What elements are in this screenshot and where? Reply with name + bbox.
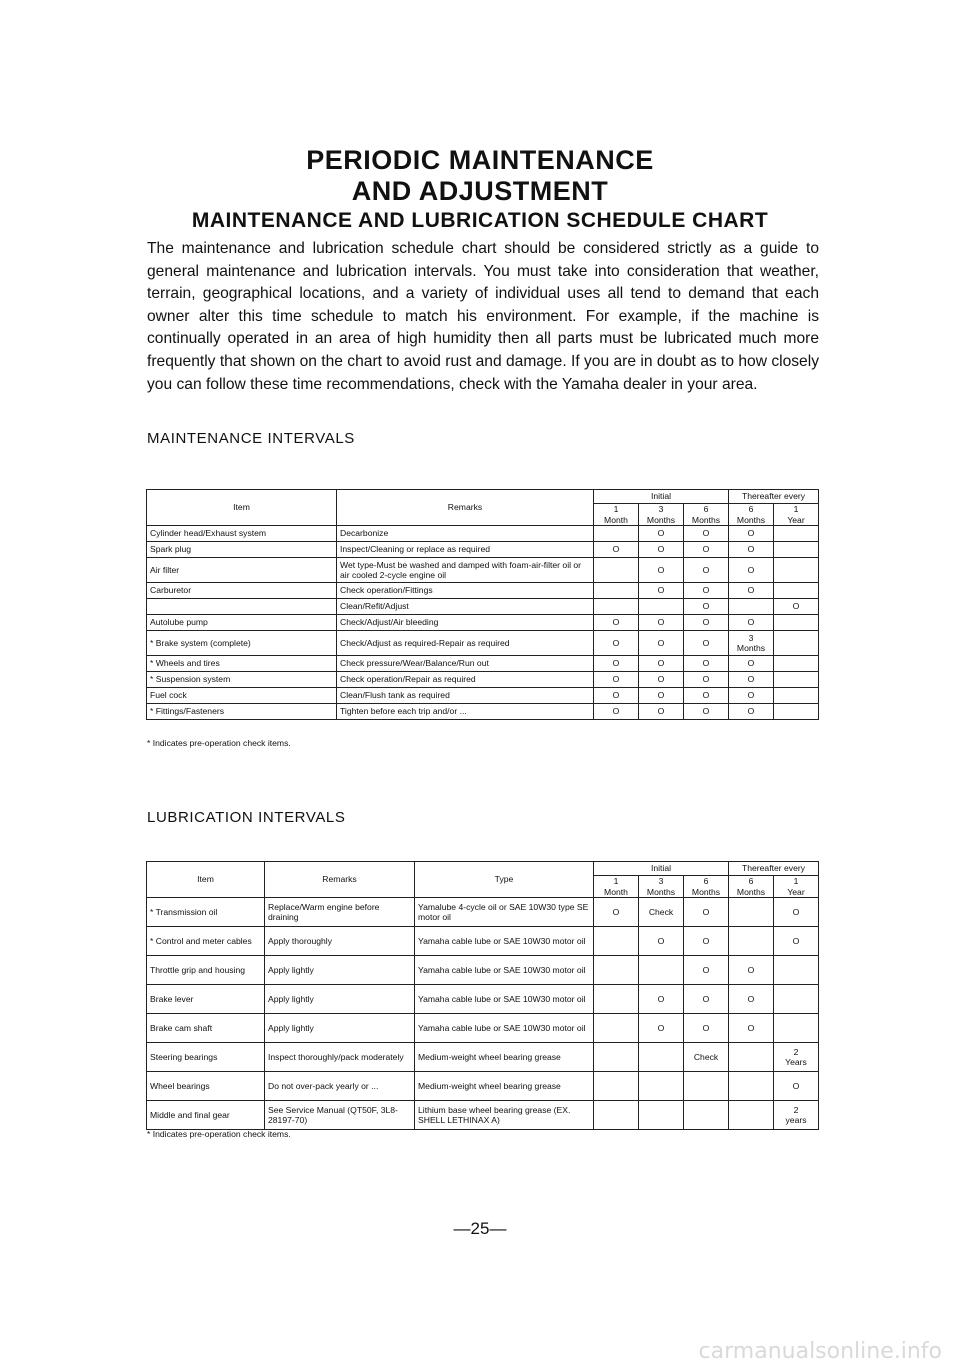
header-item: Item <box>147 490 337 526</box>
interval-cell: O <box>684 1014 729 1043</box>
lubrication-heading: LUBRICATION INTERVALS <box>147 809 346 826</box>
row-item: Brake cam shaft <box>147 1014 265 1043</box>
interval-cell <box>594 1101 639 1130</box>
interval-cell: O <box>729 526 774 542</box>
header-type: Type <box>415 862 594 898</box>
header-remarks: Remarks <box>337 490 594 526</box>
interval-cell <box>774 956 819 985</box>
intro-paragraph: The maintenance and lubrication schedule chart should be considered strictly as a guide to general maintenance and lubrication intervals. You must take into consideration that weather, terrain, geographical locations, and a variety of individual uses all tend to demand that each owner alter this time schedule to match his environment. For example, if the machine is continually operated in an area of high humidity then all parts must be lubricated much more frequently that shown on the chart to avoid rust and damage. If you are in doubt as to how closely you can follow these time recommendations, check with the Yamaha dealer in your area. <box>147 240 819 393</box>
interval-cell <box>774 615 819 631</box>
interval-cell: O <box>729 656 774 672</box>
row-remarks: Apply lightly <box>265 956 415 985</box>
table-row <box>147 558 819 583</box>
header-initial: Initial <box>594 490 729 504</box>
row-item: Fuel cock <box>147 688 337 704</box>
interval-cell <box>774 704 819 720</box>
interval-cell <box>594 1014 639 1043</box>
maintenance-note: * Indicates pre-operation check items. <box>147 738 291 748</box>
interval-cell <box>774 526 819 542</box>
row-remarks: Apply thoroughly <box>265 927 415 956</box>
interval-cell: O <box>684 927 729 956</box>
table-row <box>147 542 819 558</box>
interval-cell <box>774 542 819 558</box>
row-item: * Fittings/Fasteners <box>147 704 337 720</box>
interval-cell <box>594 985 639 1014</box>
interval-cell: O <box>729 672 774 688</box>
page-title-line1: PERIODIC MAINTENANCE <box>306 145 654 175</box>
header-interval: 1 Month <box>594 504 639 526</box>
interval-cell <box>594 1043 639 1072</box>
interval-cell: O <box>639 558 684 583</box>
row-item: * Transmission oil <box>147 898 265 927</box>
row-item: Brake lever <box>147 985 265 1014</box>
interval-cell <box>729 898 774 927</box>
lubrication-table <box>146 861 819 1130</box>
row-remarks: See Service Manual (QT50F, 3L8-28197-70) <box>265 1101 415 1130</box>
table-row <box>147 956 819 985</box>
interval-cell <box>684 1072 729 1101</box>
interval-cell: O <box>729 704 774 720</box>
row-item: Throttle grip and housing <box>147 956 265 985</box>
interval-cell: O <box>639 985 684 1014</box>
interval-cell: O <box>639 631 684 656</box>
interval-cell <box>639 1043 684 1072</box>
table-row <box>147 656 819 672</box>
row-item: * Suspension system <box>147 672 337 688</box>
row-type: Yamaha cable lube or SAE 10W30 motor oil <box>415 1014 594 1043</box>
interval-cell: O <box>594 688 639 704</box>
interval-cell: O <box>594 704 639 720</box>
interval-cell: O <box>729 558 774 583</box>
row-type: Yamalube 4-cycle oil or SAE 10W30 type SE motor oil <box>415 898 594 927</box>
row-type: Medium-weight wheel bearing grease <box>415 1043 594 1072</box>
header-thereafter: Thereafter every <box>729 490 819 504</box>
interval-cell: O <box>729 688 774 704</box>
interval-cell <box>594 927 639 956</box>
table-row <box>147 704 819 720</box>
interval-cell: O <box>594 672 639 688</box>
row-remarks: Wet type-Must be washed and damped with foam-air-filter oil or air cooled 2-cycle engine oil <box>337 558 594 583</box>
header-interval: 6 Months <box>684 876 729 898</box>
interval-cell: O <box>729 583 774 599</box>
interval-cell <box>594 583 639 599</box>
row-type: Yamaha cable lube or SAE 10W30 motor oil <box>415 956 594 985</box>
row-remarks: Clean/Flush tank as required <box>337 688 594 704</box>
table-row <box>147 927 819 956</box>
row-remarks: Inspect thoroughly/pack moderately <box>265 1043 415 1072</box>
interval-cell: O <box>684 558 729 583</box>
row-item: Spark plug <box>147 542 337 558</box>
interval-cell <box>639 1072 684 1101</box>
interval-cell <box>594 558 639 583</box>
header-item: Item <box>147 862 265 898</box>
table-row <box>147 1014 819 1043</box>
interval-cell: O <box>684 631 729 656</box>
interval-cell: O <box>684 526 729 542</box>
header-remarks: Remarks <box>265 862 415 898</box>
interval-cell: O <box>639 656 684 672</box>
interval-cell: O <box>594 631 639 656</box>
table-row <box>147 1072 819 1101</box>
interval-cell: O <box>684 704 729 720</box>
row-remarks: Apply lightly <box>265 985 415 1014</box>
maintenance-heading: MAINTENANCE INTERVALS <box>147 430 355 447</box>
header-interval: 6 Months <box>729 504 774 526</box>
table-row <box>147 526 819 542</box>
interval-cell: O <box>639 526 684 542</box>
row-item: * Brake system (complete) <box>147 631 337 656</box>
row-type: Yamaha cable lube or SAE 10W30 motor oil <box>415 927 594 956</box>
interval-cell: O <box>774 599 819 615</box>
interval-cell: O <box>684 615 729 631</box>
interval-cell: O <box>684 956 729 985</box>
table-row <box>147 583 819 599</box>
table-row <box>147 985 819 1014</box>
row-remarks: Decarbonize <box>337 526 594 542</box>
interval-cell: Check <box>684 1043 729 1072</box>
table-row <box>147 1101 819 1130</box>
header-interval: 6 Months <box>684 504 729 526</box>
interval-cell <box>774 672 819 688</box>
header-interval: 1 Year <box>774 504 819 526</box>
interval-cell: 2 Years <box>774 1043 819 1072</box>
row-item: Middle and final gear <box>147 1101 265 1130</box>
row-remarks: Check/Adjust/Air bleeding <box>337 615 594 631</box>
interval-cell <box>774 583 819 599</box>
interval-cell <box>684 1101 729 1130</box>
table-row <box>147 898 819 927</box>
interval-cell <box>594 956 639 985</box>
interval-cell <box>774 985 819 1014</box>
row-remarks: Apply lightly <box>265 1014 415 1043</box>
interval-cell: O <box>684 542 729 558</box>
interval-cell: O <box>684 985 729 1014</box>
header-interval: 1 Year <box>774 876 819 898</box>
interval-cell: O <box>639 542 684 558</box>
interval-cell <box>729 1043 774 1072</box>
row-item: Autolube pump <box>147 615 337 631</box>
interval-cell: O <box>774 927 819 956</box>
interval-cell: O <box>684 672 729 688</box>
interval-cell: O <box>684 898 729 927</box>
interval-cell: O <box>729 1014 774 1043</box>
interval-cell <box>729 1072 774 1101</box>
interval-cell: O <box>639 704 684 720</box>
interval-cell <box>774 631 819 656</box>
row-item: * Control and meter cables <box>147 927 265 956</box>
row-remarks: Inspect/Cleaning or replace as required <box>337 542 594 558</box>
interval-cell: O <box>729 956 774 985</box>
interval-cell: O <box>639 583 684 599</box>
interval-cell <box>774 1014 819 1043</box>
interval-cell <box>729 927 774 956</box>
interval-cell <box>594 1072 639 1101</box>
interval-cell: 2 years <box>774 1101 819 1130</box>
header-initial: Initial <box>594 862 729 876</box>
interval-cell: O <box>639 615 684 631</box>
row-item: Wheel bearings <box>147 1072 265 1101</box>
interval-cell: O <box>639 1014 684 1043</box>
interval-cell: O <box>684 599 729 615</box>
row-remarks: Clean/Refit/Adjust <box>337 599 594 615</box>
header-interval: 1 Month <box>594 876 639 898</box>
row-remarks: Check pressure/Wear/Balance/Run out <box>337 656 594 672</box>
row-remarks: Tighten before each trip and/or ... <box>337 704 594 720</box>
interval-cell: O <box>594 898 639 927</box>
page-title-line2: AND ADJUSTMENT <box>351 176 609 206</box>
interval-cell: O <box>684 656 729 672</box>
header-interval: 3 Months <box>639 876 684 898</box>
interval-cell: O <box>684 688 729 704</box>
row-remarks: Do not over-pack yearly or ... <box>265 1072 415 1101</box>
row-remarks: Check operation/Fittings <box>337 583 594 599</box>
interval-cell: O <box>639 927 684 956</box>
row-item: Carburetor <box>147 583 337 599</box>
interval-cell: O <box>594 542 639 558</box>
row-item <box>147 599 337 615</box>
table-row <box>147 672 819 688</box>
interval-cell <box>774 558 819 583</box>
interval-cell: 3 Months <box>729 631 774 656</box>
interval-cell: O <box>774 1072 819 1101</box>
interval-cell <box>729 1101 774 1130</box>
row-type: Yamaha cable lube or SAE 10W30 motor oil <box>415 985 594 1014</box>
interval-cell <box>774 656 819 672</box>
interval-cell: O <box>774 898 819 927</box>
interval-cell: O <box>594 656 639 672</box>
interval-cell: O <box>684 583 729 599</box>
interval-cell: O <box>639 688 684 704</box>
interval-cell: O <box>594 615 639 631</box>
interval-cell: Check <box>639 898 684 927</box>
interval-cell <box>639 599 684 615</box>
interval-cell <box>774 688 819 704</box>
interval-cell <box>594 599 639 615</box>
interval-cell <box>729 599 774 615</box>
table-row <box>147 1043 819 1072</box>
row-item: Cylinder head/Exhaust system <box>147 526 337 542</box>
row-type: Medium-weight wheel bearing grease <box>415 1072 594 1101</box>
header-interval: 3 Months <box>639 504 684 526</box>
row-item: Air filter <box>147 558 337 583</box>
table-row <box>147 615 819 631</box>
row-item: * Wheels and tires <box>147 656 337 672</box>
watermark: carmanualsonline.info <box>698 1339 942 1364</box>
table-row <box>147 631 819 656</box>
interval-cell: O <box>729 542 774 558</box>
interval-cell: O <box>639 672 684 688</box>
interval-cell: O <box>729 615 774 631</box>
table-row <box>147 688 819 704</box>
row-item: Steering bearings <box>147 1043 265 1072</box>
interval-cell <box>594 526 639 542</box>
row-remarks: Replace/Warm engine before draining <box>265 898 415 927</box>
lubrication-note: * Indicates pre-operation check items. <box>147 1129 291 1139</box>
row-remarks: Check/Adjust as required-Repair as required <box>337 631 594 656</box>
table-row <box>147 599 819 615</box>
maintenance-table <box>146 489 819 720</box>
row-remarks: Check operation/Repair as required <box>337 672 594 688</box>
interval-cell <box>639 956 684 985</box>
row-type: Lithium base wheel bearing grease (EX. SHELL LETHINAX A) <box>415 1101 594 1130</box>
interval-cell <box>639 1101 684 1130</box>
interval-cell: O <box>729 985 774 1014</box>
header-interval: 6 Months <box>729 876 774 898</box>
chart-subtitle: MAINTENANCE AND LUBRICATION SCHEDULE CHART <box>191 209 769 232</box>
header-thereafter: Thereafter every <box>729 862 819 876</box>
page-number: —25— <box>453 1219 507 1238</box>
